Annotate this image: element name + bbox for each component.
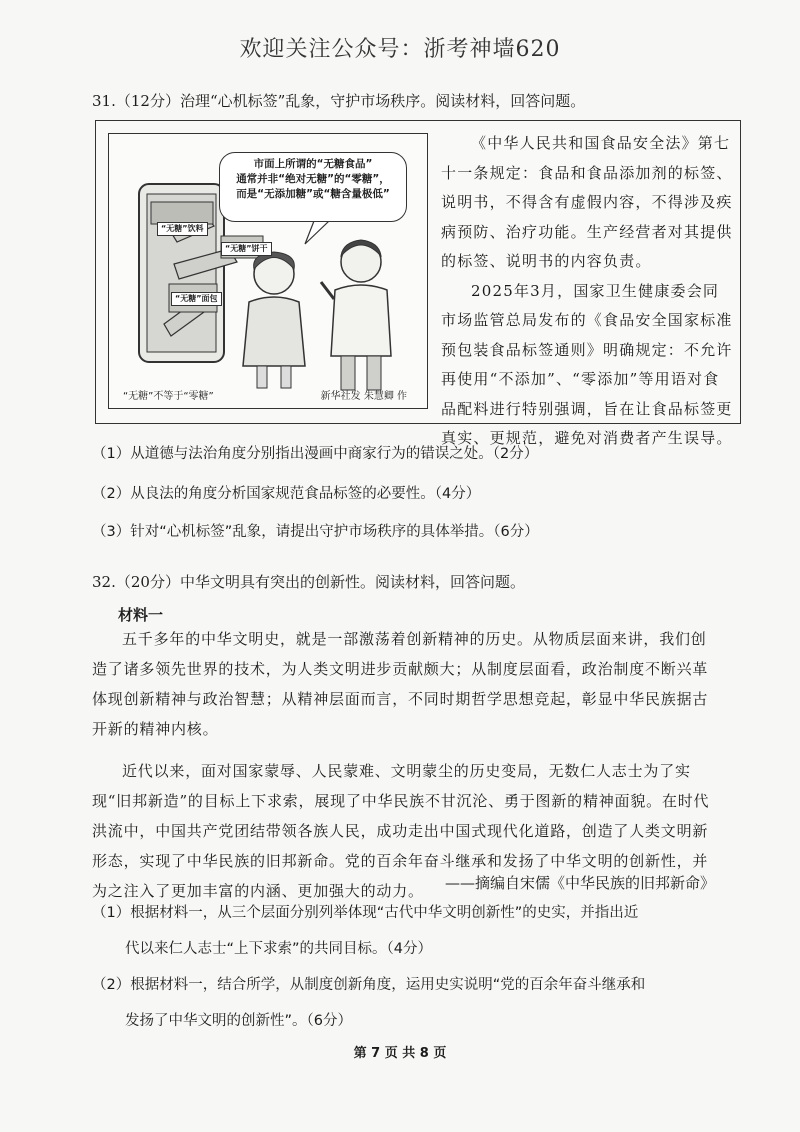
cartoon-credit: 新华社发 朱慧卿 作 [320, 391, 407, 402]
material-paragraph-2: 2025年3月，国家卫生健康委会同市场监管总局发布的《食品安全国家标准 预包装食品标签通则》明确规定：不允许再使用“不添加”、“零添加”等用语对食品配料进行特别强调，旨在让食品标签更真实、更规范，避免对消费者产生误导。 [441, 281, 733, 447]
bubble-line-3: 而是“无添加糖”或“糖含量极低” [236, 188, 390, 200]
material-text [441, 129, 733, 454]
bubble-line-1: 市面上所谓的“无糖食品” [253, 158, 373, 170]
material-1-text [92, 624, 718, 906]
question-31-title: 31.（12分）治理“心机标签”乱象，守护市场秩序。阅读材料，回答问题。 [92, 92, 586, 110]
material-paragraph-1: 《中华人民共和国食品安全法》第七十一条规定：食品和食品添加剂的标签、说明书，不得含有虚假内容，不得涉及疾病预防、治疗功能。生产经营者对其提供的标签、说明书的内容负责。 [441, 134, 733, 270]
material-box [95, 120, 741, 447]
q32-subquestion-1 [92, 902, 732, 960]
tag-biscuit: “无糖”饼干 [221, 242, 272, 256]
tag-bread: “无糖”面包 [171, 292, 222, 306]
speech-bubble [219, 152, 407, 222]
q31-subquestion-3: （3）针对“心机标签”乱象，请提出守护市场秩序的具体举措。（6分） [92, 524, 539, 540]
tag-drink: “无糖”饮料 [157, 222, 208, 236]
q32-sub2-line-2: 发扬了中华文明的创新性”。（6分） [125, 1013, 352, 1029]
q32-sub1-line-2: 代以来仁人志士“上下求索”的共同目标。（4分） [125, 941, 432, 957]
bubble-line-2: 通常并非“绝对无糖”的“零糖”， [236, 173, 390, 185]
page-footer: 第 7 页 共 8 页 [353, 1046, 447, 1061]
material-source: ——摘编自宋儒《中华民族的旧邦新命》 [444, 874, 715, 892]
page-header: 欢迎关注公众号：浙考神墙620 [239, 37, 561, 62]
material-1-title: 材料一 [118, 606, 164, 624]
q32-sub1-line-1: （1）根据材料一，从三个层面分别列举体现“古代中华文明创新性”的史实，并指出近 [92, 905, 639, 921]
q31-subquestion-2: （2）从良法的角度分析国家规范食品标签的必要性。（4分） [92, 486, 481, 502]
question-32-title: 32.（20分）中华文明具有突出的创新性。阅读材料，回答问题。 [92, 573, 525, 591]
q32-subquestion-2 [92, 974, 732, 1032]
material-1-paragraph-1: 五千多年的中华文明史，就是一部激荡着创新精神的历史。从物质层面来讲，我们创造了诸多领先世界的技术，为人类文明进步贡献颇大；从制度层面看，政治制度不断兴革体现创新精神与政治智慧；从精神层面而言，不同时期哲学思想竞起，彰显中华民族据古开新的精神内核。 [92, 630, 709, 738]
cartoon-illustration [108, 133, 428, 409]
cartoon-caption: “无糖”不等于“零糖” [123, 391, 214, 402]
q31-subquestion-1: （1）从道德与法治角度分别指出漫画中商家行为的错误之处。（2分） [92, 446, 539, 462]
q32-sub2-line-1: （2）根据材料一，结合所学，从制度创新角度，运用史实说明“党的百余年奋斗继承和 [92, 977, 646, 993]
material-1-paragraph-2: 近代以来，面对国家蒙辱、人民蒙难、文明蒙尘的历史变局，无数仁人志士为了实现“旧邦新造”的目标上下求索，展现了中华民族不甘沉沦、勇于图新的精神面貌。在时代洪流中，中国共产党团结带领各族人民，成功走出中国式现代化道路，创造了人类文明新形态，实现了中华民族的旧邦新命。党的百余年奋斗继承和发扬了中华文明的创新性，并为之注入了更加丰富的内涵、更加强大的动力。 [92, 762, 710, 900]
